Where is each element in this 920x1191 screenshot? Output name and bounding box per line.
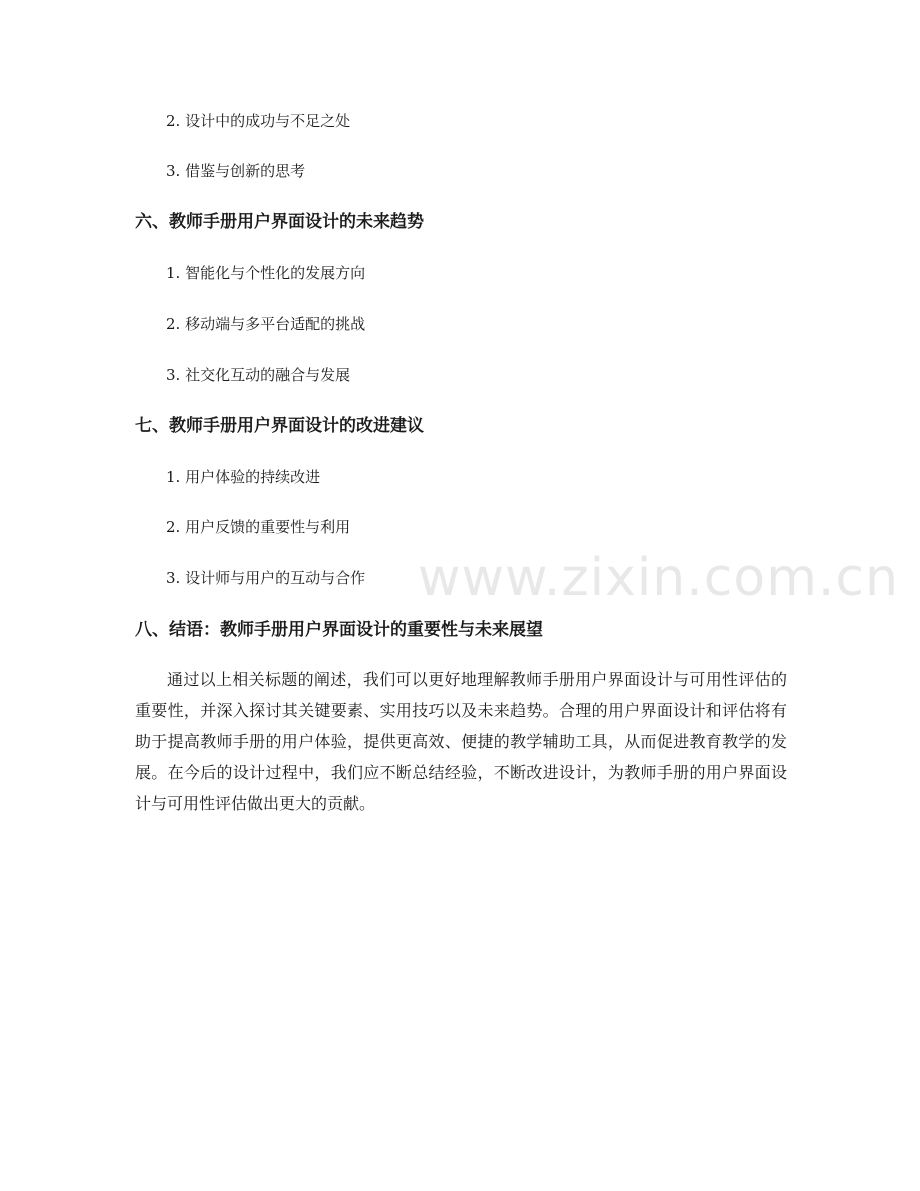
section-heading: 六、教师手册用户界面设计的未来趋势 bbox=[135, 212, 424, 232]
list-item: 1. 智能化与个性化的发展方向 bbox=[166, 264, 366, 282]
watermark: www.zixin.com.cn bbox=[418, 548, 899, 608]
list-item: 1. 用户体验的持续改进 bbox=[166, 468, 321, 486]
list-item: 2. 设计中的成功与不足之处 bbox=[166, 112, 351, 130]
list-item: 3. 设计师与用户的互动与合作 bbox=[166, 569, 366, 587]
list-item: 3. 社交化互动的融合与发展 bbox=[166, 366, 351, 384]
section-heading: 七、教师手册用户界面设计的改进建议 bbox=[135, 416, 424, 436]
section-heading: 八、结语：教师手册用户界面设计的重要性与未来展望 bbox=[135, 620, 543, 640]
list-item: 2. 用户反馈的重要性与利用 bbox=[166, 518, 351, 536]
conclusion-paragraph: 通过以上相关标题的阐述，我们可以更好地理解教师手册用户界面设计与可用性评估的重要性，并深入探讨其关键要素、实用技巧以及未来趋势。合理的用户界面设计和评估将有助于提高教师手册的用户体验，提供更高效、便捷的教学辅助工具，从而促进教育教学的发展。在今后的设计过程中，我们应不断总结经验，不断改进设计，为教师手册的用户界面设计与可用性评估做出更大的贡献。 bbox=[135, 670, 787, 813]
list-item: 3. 借鉴与创新的思考 bbox=[166, 162, 306, 180]
list-item: 2. 移动端与多平台适配的挑战 bbox=[166, 315, 366, 333]
